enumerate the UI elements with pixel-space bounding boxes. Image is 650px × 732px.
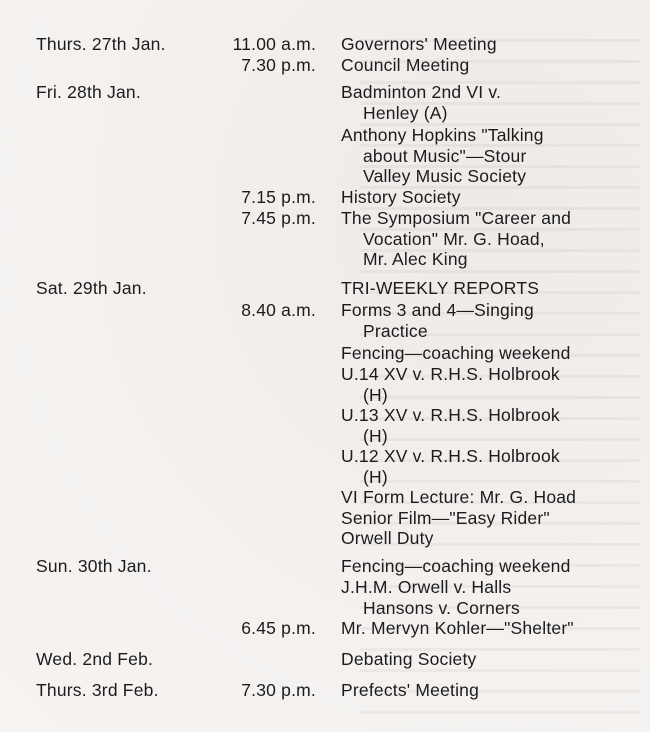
event-text-line: The Symposium "Career and xyxy=(341,208,572,228)
entry-time: 8.40 a.m. xyxy=(241,300,316,320)
entry-time: 11.00 a.m. xyxy=(232,34,316,54)
entry-date: Wed. 2nd Feb. xyxy=(36,649,154,669)
entry-event xyxy=(341,577,641,618)
entry-event xyxy=(341,187,641,208)
entry-event xyxy=(341,34,641,55)
entry-event xyxy=(341,125,641,187)
event-text-line: (H) xyxy=(363,384,388,405)
event-text-line: TRI-WEEKLY REPORTS xyxy=(341,278,540,298)
entry-time: 7.30 p.m. xyxy=(241,680,316,700)
entry-time: 7.15 p.m. xyxy=(241,187,316,207)
entry-event xyxy=(341,528,641,549)
event-text-line: (H) xyxy=(363,425,388,446)
event-text-line: Fencing—coaching weekend xyxy=(341,556,571,576)
entry-time: 6.45 p.m. xyxy=(241,618,316,638)
entry-date: Sun. 30th Jan. xyxy=(36,556,152,576)
event-text-line: Anthony Hopkins "Talking xyxy=(341,125,544,145)
event-text-line: Vocation" Mr. G. Hoad, xyxy=(363,228,545,249)
event-text-line: Council Meeting xyxy=(341,55,470,75)
entry-event xyxy=(341,649,641,670)
event-text-line: Badminton 2nd VI v. xyxy=(341,82,502,102)
entry-date: Fri. 28th Jan. xyxy=(36,82,141,102)
event-text-line: U.13 XV v. R.H.S. Holbrook xyxy=(341,405,560,425)
entry-event xyxy=(341,82,641,123)
entry-event xyxy=(341,487,641,508)
event-text-line: about Music"—Stour xyxy=(363,145,527,166)
entry-date: Thurs. 27th Jan. xyxy=(36,34,166,54)
entry-event xyxy=(341,556,641,577)
event-text-line: Governors' Meeting xyxy=(341,34,497,54)
entry-date: Thurs. 3rd Feb. xyxy=(36,680,159,700)
event-text-line: U.14 XV v. R.H.S. Holbrook xyxy=(341,364,560,384)
entry-event xyxy=(341,405,641,446)
entry-event xyxy=(341,300,641,341)
event-text-line: J.H.M. Orwell v. Halls xyxy=(341,577,512,597)
event-text-line: Prefects' Meeting xyxy=(341,680,480,700)
event-text-line: History Society xyxy=(341,187,461,207)
event-text-line: VI Form Lecture: Mr. G. Hoad xyxy=(341,487,577,507)
event-text-line: Debating Society xyxy=(341,649,477,669)
entry-event xyxy=(341,278,641,299)
event-text-line: Valley Music Society xyxy=(363,166,527,186)
event-text-line: Orwell Duty xyxy=(341,528,434,548)
entry-event xyxy=(341,343,641,364)
entry-time: 7.30 p.m. xyxy=(241,55,316,75)
event-text-line: Senior Film—"Easy Rider" xyxy=(341,508,550,528)
event-text-line: Mr. Mervyn Kohler—"Shelter" xyxy=(341,618,574,638)
entry-event xyxy=(341,208,641,270)
entry-event xyxy=(341,446,641,487)
event-text-line: Practice xyxy=(363,320,428,341)
entry-time: 7.45 p.m. xyxy=(241,208,316,228)
event-text-line: U.12 XV v. R.H.S. Holbrook xyxy=(341,446,560,466)
entry-event xyxy=(341,55,641,76)
entry-event xyxy=(341,364,641,405)
event-text-line: Hansons v. Corners xyxy=(363,597,520,618)
event-text-line: Mr. Alec King xyxy=(363,249,468,269)
entry-event xyxy=(341,508,641,529)
event-text-line: Henley (A) xyxy=(363,102,448,123)
entry-date: Sat. 29th Jan. xyxy=(36,278,147,298)
entry-event xyxy=(341,618,641,639)
entry-event xyxy=(341,680,641,701)
event-text-line: Forms 3 and 4—Singing xyxy=(341,300,534,320)
event-text-line: (H) xyxy=(363,466,388,487)
event-text-line: Fencing—coaching weekend xyxy=(341,343,571,363)
